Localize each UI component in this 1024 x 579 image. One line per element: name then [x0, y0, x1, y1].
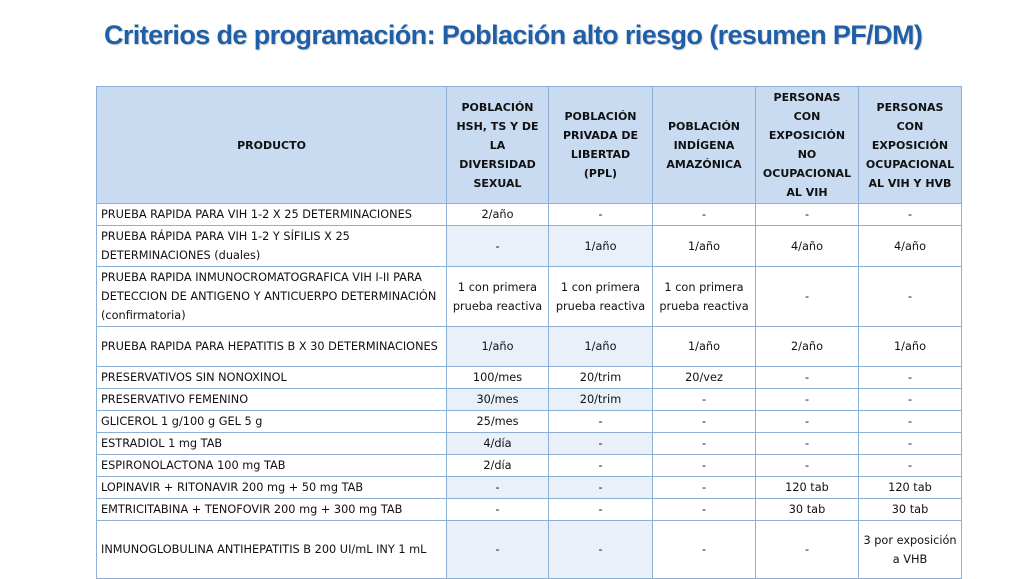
cell-hsh-ts-diversidad: 25/mes — [447, 411, 549, 433]
cell-exposicion-ocupacional: 120 tab — [859, 477, 962, 499]
table-row — [97, 455, 962, 477]
cell-indigena: - — [653, 455, 756, 477]
cell-exposicion-ocupacional: 4/año — [859, 226, 962, 267]
cell-hsh-ts-diversidad: - — [447, 477, 549, 499]
cell-producto: ESPIRONOLACTONA 100 mg TAB — [97, 455, 447, 477]
cell-exposicion-ocupacional: 1/año — [859, 327, 962, 367]
cell-ppl: 20/trim — [549, 367, 653, 389]
cell-exposicion-no-ocupacional: - — [756, 204, 859, 226]
cell-producto: PRUEBA RAPIDA INMUNOCROMATOGRAFICA VIH I-II PARA DETECCION DE ANTIGENO Y ANTICUERPO DETERMINACIÓN (confirmatoria) — [97, 267, 447, 327]
cell-hsh-ts-diversidad: - — [447, 521, 549, 579]
cell-producto: EMTRICITABINA + TENOFOVIR 200 mg + 300 mg TAB — [97, 499, 447, 521]
table-row — [97, 499, 962, 521]
cell-exposicion-ocupacional: 3 por exposición a VHB — [859, 521, 962, 579]
cell-indigena: - — [653, 389, 756, 411]
cell-exposicion-no-ocupacional: 2/año — [756, 327, 859, 367]
table-row — [97, 267, 962, 327]
cell-hsh-ts-diversidad: 2/día — [447, 455, 549, 477]
cell-exposicion-ocupacional: - — [859, 204, 962, 226]
cell-ppl: - — [549, 499, 653, 521]
cell-hsh-ts-diversidad: - — [447, 499, 549, 521]
cell-hsh-ts-diversidad: 4/día — [447, 433, 549, 455]
header-ppl: POBLACIÓN PRIVADA DE LIBERTAD (PPL) — [549, 87, 653, 204]
cell-indigena: 1/año — [653, 226, 756, 267]
page-title: Criterios de programación: Población alto riesgo (resumen PF/DM) — [104, 20, 923, 50]
cell-indigena: - — [653, 204, 756, 226]
cell-exposicion-no-ocupacional: - — [756, 521, 859, 579]
cell-exposicion-no-ocupacional: - — [756, 389, 859, 411]
cell-ppl: 1/año — [549, 327, 653, 367]
header-hsh-ts-diversidad: POBLACIÓN HSH, TS Y DE LA DIVERSIDAD SEXUAL — [447, 87, 549, 204]
cell-ppl: - — [549, 433, 653, 455]
cell-producto: PRESERVATIVO FEMENINO — [97, 389, 447, 411]
cell-exposicion-no-ocupacional: - — [756, 267, 859, 327]
cell-hsh-ts-diversidad: 1 con primera prueba reactiva — [447, 267, 549, 327]
cell-indigena: - — [653, 411, 756, 433]
cell-ppl: - — [549, 521, 653, 579]
cell-indigena: - — [653, 433, 756, 455]
cell-indigena: 1 con primera prueba reactiva — [653, 267, 756, 327]
cell-indigena: - — [653, 477, 756, 499]
cell-hsh-ts-diversidad: - — [447, 226, 549, 267]
table-row — [97, 389, 962, 411]
cell-indigena: 20/vez — [653, 367, 756, 389]
cell-hsh-ts-diversidad: 100/mes — [447, 367, 549, 389]
cell-exposicion-no-ocupacional: 120 tab — [756, 477, 859, 499]
cell-producto: LOPINAVIR + RITONAVIR 200 mg + 50 mg TAB — [97, 477, 447, 499]
cell-exposicion-no-ocupacional: 4/año — [756, 226, 859, 267]
cell-exposicion-ocupacional: - — [859, 411, 962, 433]
cell-ppl: 1 con primera prueba reactiva — [549, 267, 653, 327]
header-indigena: POBLACIÓN INDÍGENA AMAZÓNICA — [653, 87, 756, 204]
cell-producto: GLICEROL 1 g/100 g GEL 5 g — [97, 411, 447, 433]
table-row — [97, 327, 962, 367]
header-producto: PRODUCTO — [97, 87, 447, 204]
cell-exposicion-no-ocupacional: 30 tab — [756, 499, 859, 521]
cell-ppl: 20/trim — [549, 389, 653, 411]
table-row — [97, 226, 962, 267]
cell-exposicion-ocupacional: - — [859, 267, 962, 327]
cell-exposicion-ocupacional: - — [859, 433, 962, 455]
cell-exposicion-ocupacional: - — [859, 389, 962, 411]
cell-producto: PRUEBA RÁPIDA PARA VIH 1-2 Y SÍFILIS X 25 DETERMINACIONES (duales) — [97, 226, 447, 267]
table-body — [97, 204, 962, 579]
cell-indigena: - — [653, 499, 756, 521]
criteria-table — [96, 86, 962, 579]
table-row — [97, 521, 962, 579]
cell-hsh-ts-diversidad: 2/año — [447, 204, 549, 226]
table-row — [97, 367, 962, 389]
cell-ppl: - — [549, 455, 653, 477]
cell-exposicion-ocupacional: - — [859, 455, 962, 477]
cell-ppl: - — [549, 477, 653, 499]
table-row — [97, 411, 962, 433]
table-row — [97, 433, 962, 455]
table-header-row — [97, 87, 962, 204]
cell-exposicion-no-ocupacional: - — [756, 455, 859, 477]
header-exposicion-no-ocupacional: PERSONAS CON EXPOSICIÓN NO OCUPACIONAL AL VIH — [756, 87, 859, 204]
cell-exposicion-no-ocupacional: - — [756, 367, 859, 389]
cell-ppl: 1/año — [549, 226, 653, 267]
table-row — [97, 204, 962, 226]
table-row — [97, 477, 962, 499]
cell-indigena: - — [653, 521, 756, 579]
cell-exposicion-ocupacional: 30 tab — [859, 499, 962, 521]
cell-producto: PRUEBA RAPIDA PARA VIH 1-2 X 25 DETERMINACIONES — [97, 204, 447, 226]
cell-producto: ESTRADIOL 1 mg TAB — [97, 433, 447, 455]
cell-hsh-ts-diversidad: 1/año — [447, 327, 549, 367]
cell-exposicion-no-ocupacional: - — [756, 433, 859, 455]
cell-producto: PRUEBA RAPIDA PARA HEPATITIS B X 30 DETERMINACIONES — [97, 327, 447, 367]
cell-ppl: - — [549, 411, 653, 433]
header-exposicion-ocupacional: PERSONAS CON EXPOSICIÓN OCUPACIONAL AL VIH Y HVB — [859, 87, 962, 204]
cell-indigena: 1/año — [653, 327, 756, 367]
cell-producto: PRESERVATIVOS SIN NONOXINOL — [97, 367, 447, 389]
cell-exposicion-ocupacional: - — [859, 367, 962, 389]
cell-exposicion-no-ocupacional: - — [756, 411, 859, 433]
cell-ppl: - — [549, 204, 653, 226]
cell-producto: INMUNOGLOBULINA ANTIHEPATITIS B 200 UI/mL INY 1 mL — [97, 521, 447, 579]
cell-hsh-ts-diversidad: 30/mes — [447, 389, 549, 411]
